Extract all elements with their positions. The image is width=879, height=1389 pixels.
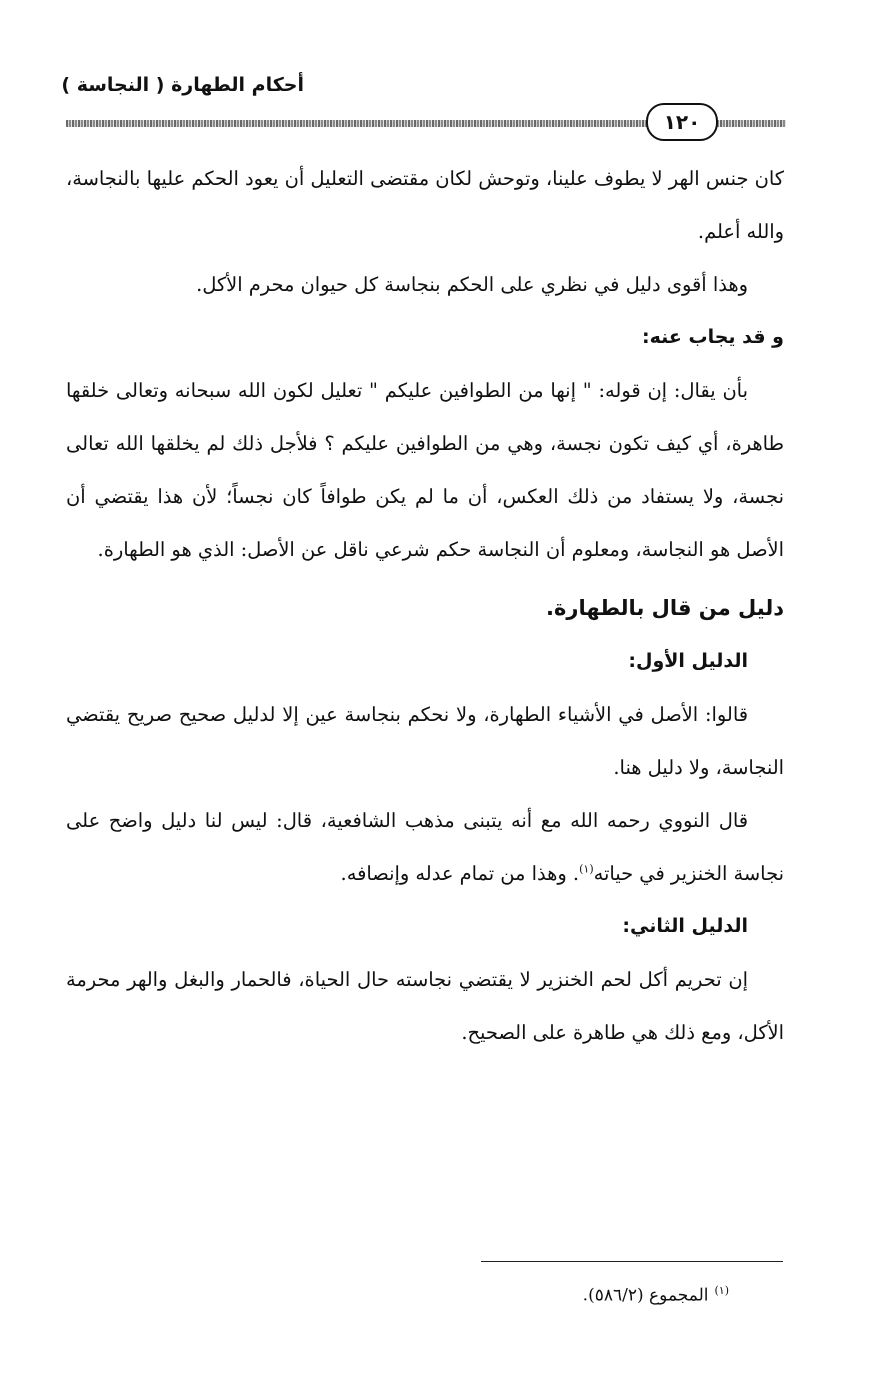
footnote-text: المجموع (٥٨٦/٢). (582, 1285, 709, 1306)
heading-purity-evidence: دليل من قال بالطهارة. (546, 596, 784, 620)
page-number: ١٢٠ (646, 103, 718, 141)
paragraph-5-end: . وهذا من تمام عدله وإنصافه. (340, 862, 580, 885)
footnote-number: (١) (714, 1284, 729, 1297)
footnote-divider (481, 1261, 783, 1262)
paragraph-5 (66, 794, 784, 900)
paragraph-4: قالوا: الأصل في الأشياء الطهارة، ولا نحكم بنجاسة عين إلا لدليل صحيح صريح يقتضي النجاسة، ولا دليل هنا. (66, 703, 784, 779)
main-text (66, 152, 784, 1059)
paragraph-1: كان جنس الهر لا يطوف علينا، وتوحش لكان مقتضى التعليل أن يعود الحكم عليها بالنجاسة، والله أعلم. (66, 167, 784, 243)
paragraph-2: وهذا أقوى دليل في نظري على الحكم بنجاسة كل حيوان محرم الأكل. (196, 273, 748, 296)
paragraph-5-text: قال النووي رحمه الله مع أنه يتبنى مذهب الشافعية، قال: ليس لنا دليل واضح على نجاسة الخنزير في حياته (66, 809, 784, 885)
heading-reply: و قد يجاب عنه: (642, 326, 784, 348)
heading-first-evidence: الدليل الأول: (628, 650, 748, 672)
heading-second-evidence: الدليل الثاني: (622, 915, 748, 937)
footnote-reference[interactable]: (١) (579, 862, 594, 876)
paragraph-3: بأن يقال: إن قوله: " إنها من الطوافين عليكم " تعليل لكون الله سبحانه وتعالى خلقها طاهرة، أي كيف تكون نجسة، وهي من الطوافين عليكم ؟ فلأجل ذلك لم يخلقها الله تعالى نجسة، ولا يستفاد من ذلك العكس، أن ما لم يكن طوافاً كان نجساً؛ لأن هذا يقتضي أن الأصل هو النجاسة، ومعلوم أن النجاسة حكم شرعي ناقل عن الأصل: الذي هو الطهارة. (66, 379, 784, 561)
paragraph-6: إن تحريم أكل لحم الخنزير لا يقتضي نجاسته حال الحياة، فالحمار والبغل والهر محرمة الأكل، ومع ذلك هي طاهرة على الصحيح. (66, 968, 784, 1044)
running-title: أحكام الطهارة ( النجاسة ) (61, 74, 304, 96)
footnote (329, 1284, 729, 1306)
